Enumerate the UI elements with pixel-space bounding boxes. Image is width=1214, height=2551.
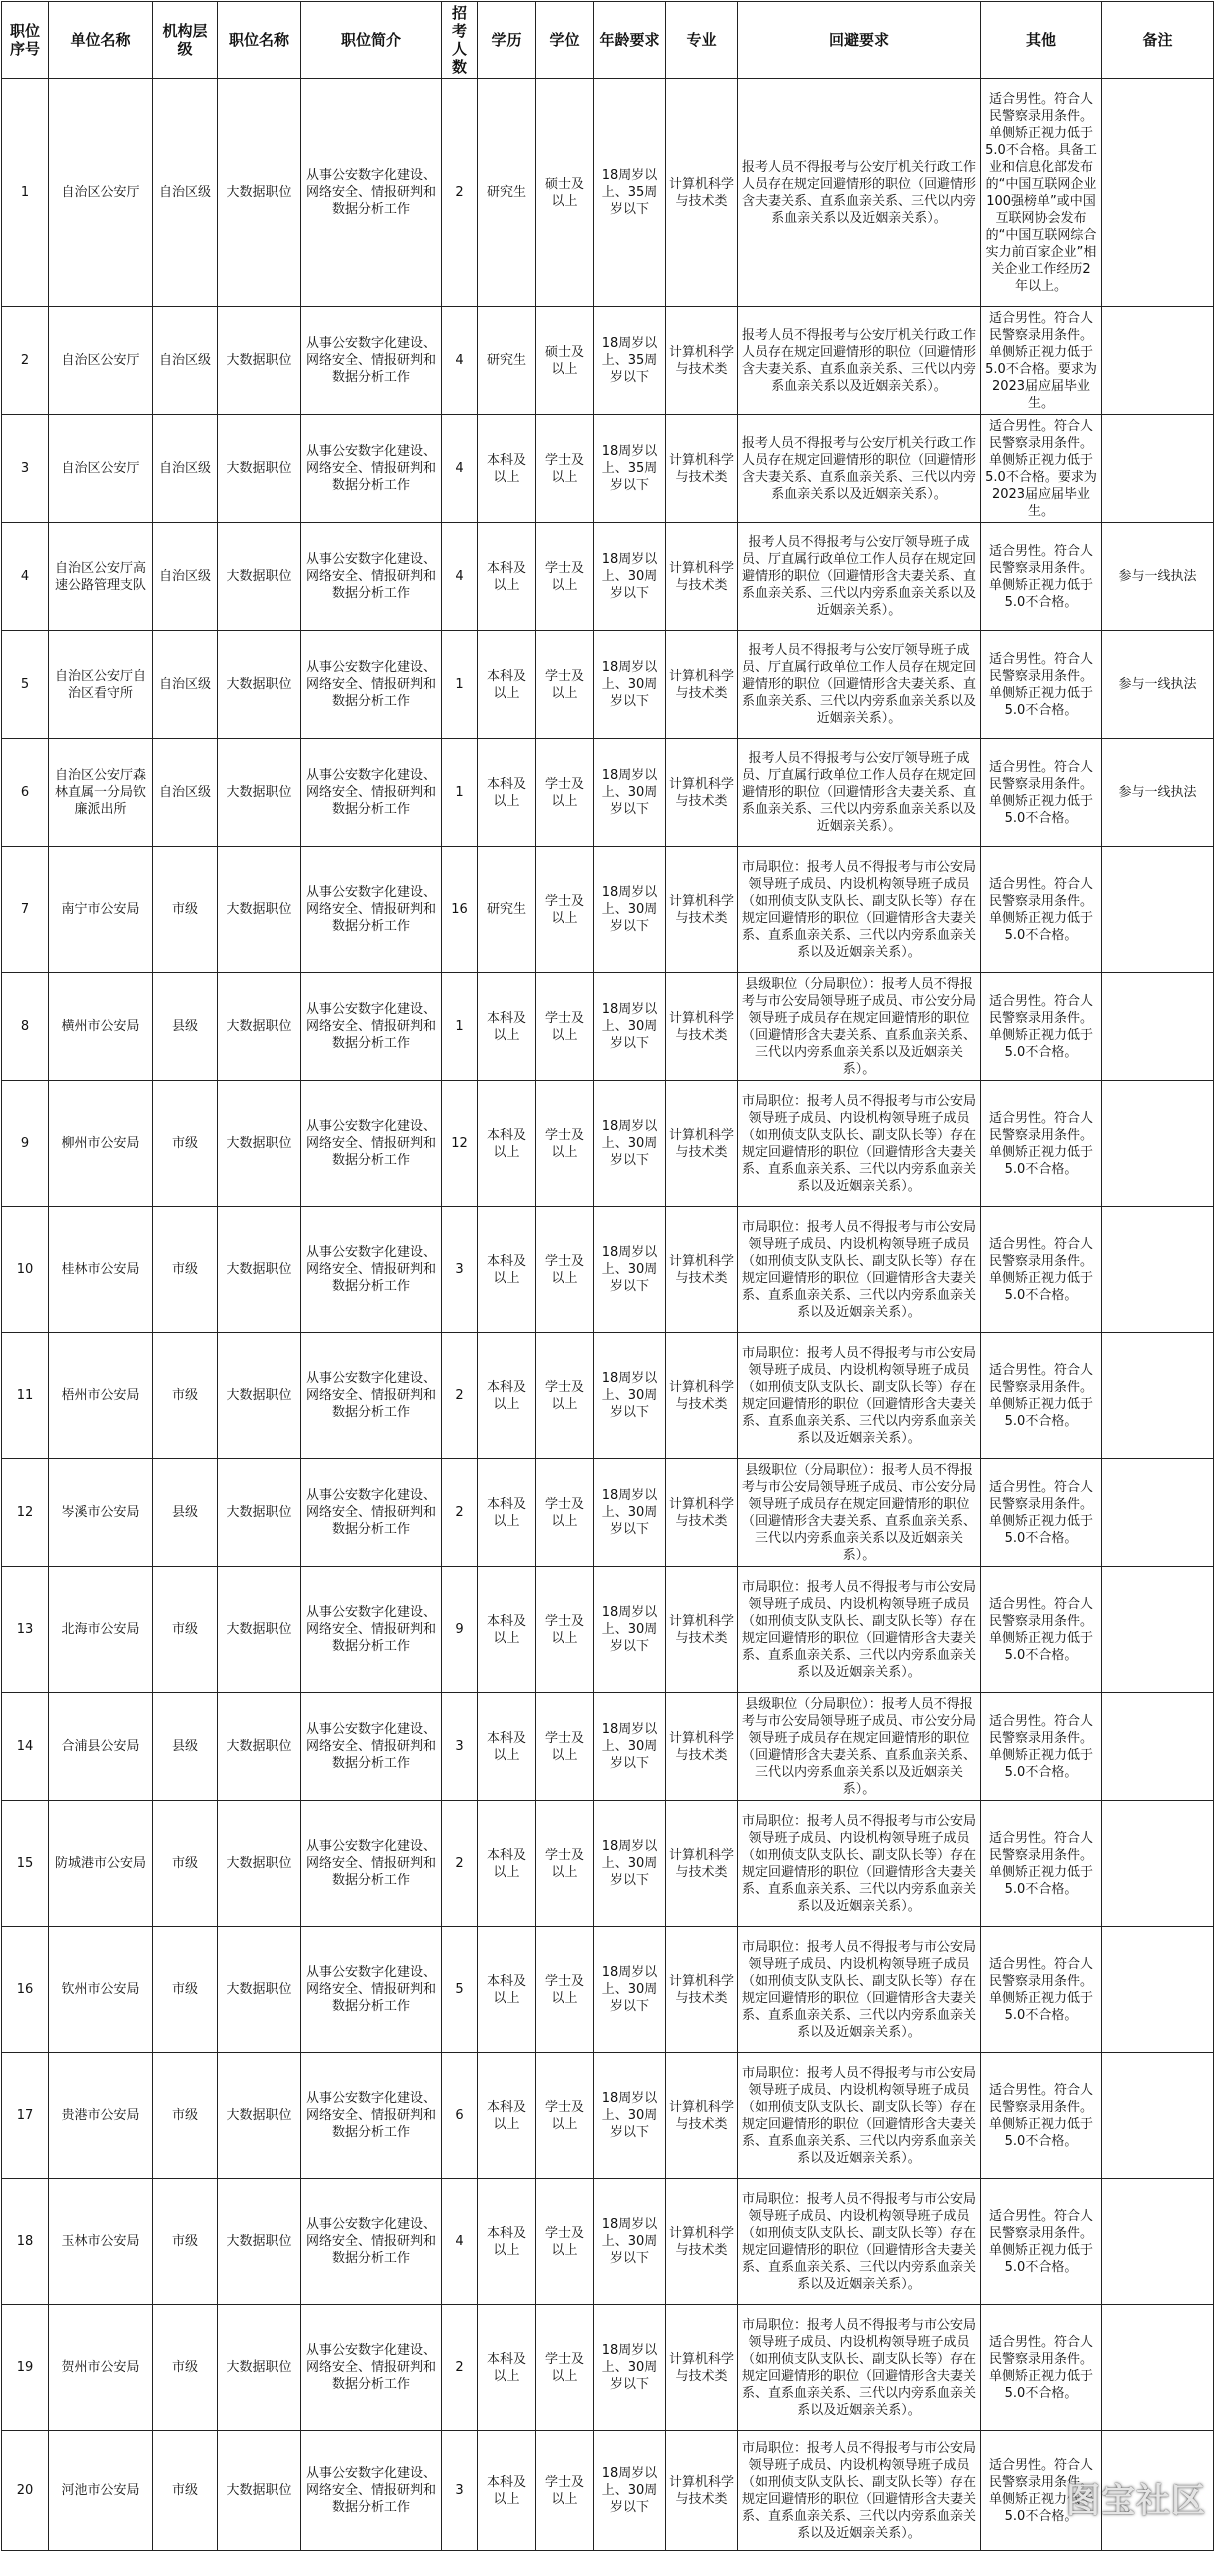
cell-other: 适合男性。符合人民警察录用条件。单侧矫正视力低于5.0不合格。要求为2023届应届毕业生。 bbox=[981, 415, 1102, 523]
watermark-logo: 图宝社区 bbox=[1066, 2481, 1206, 2521]
cell-intro: 从事公安数字化建设、网络安全、情报研判和数据分析工作 bbox=[301, 523, 442, 631]
cell-avoidance: 市局职位：报考人员不得报考与市公安局领导班子成员、内设机构领导班子成员（如刑侦支队支队长、副支队长等）存在规定回避情形的职位（回避情形含夫妻关系、直系血亲关系、三代以内旁系血亲关系以及近姻亲关系）。 bbox=[738, 1207, 981, 1333]
cell-intro: 从事公安数字化建设、网络安全、情报研判和数据分析工作 bbox=[301, 2305, 442, 2431]
cell-avoidance: 报考人员不得报考与公安厅领导班子成员、厅直属行政单位工作人员存在规定回避情形的职位（回避情形含夫妻关系、直系血亲关系、三代以内旁系血亲关系以及近姻亲关系）。 bbox=[738, 739, 981, 847]
cell-count: 5 bbox=[442, 1927, 478, 2053]
cell-education: 本科及以上 bbox=[478, 1927, 536, 2053]
cell-degree: 学士及以上 bbox=[536, 415, 594, 523]
cell-age: 18周岁以上、30周岁以下 bbox=[594, 739, 666, 847]
header-cell: 职位序号 bbox=[2, 2, 49, 79]
cell-other: 适合男性。符合人民警察录用条件。单侧矫正视力低于5.0不合格。 bbox=[981, 1693, 1102, 1801]
cell-age: 18周岁以上、30周岁以下 bbox=[594, 1801, 666, 1927]
cell-count: 3 bbox=[442, 2431, 478, 2551]
cell-age: 18周岁以上、30周岁以下 bbox=[594, 2305, 666, 2431]
cell-no: 17 bbox=[2, 2053, 49, 2179]
table-row bbox=[2, 1207, 1214, 1333]
cell-unit: 钦州市公安局 bbox=[49, 1927, 153, 2053]
table-row bbox=[2, 2053, 1214, 2179]
cell-level: 自治区级 bbox=[153, 631, 218, 739]
cell-avoidance: 报考人员不得报考与公安厅领导班子成员、厅直属行政单位工作人员存在规定回避情形的职位（回避情形含夫妻关系、直系血亲关系、三代以内旁系血亲关系以及近姻亲关系）。 bbox=[738, 631, 981, 739]
cell-intro: 从事公安数字化建设、网络安全、情报研判和数据分析工作 bbox=[301, 1333, 442, 1459]
cell-position: 大数据职位 bbox=[218, 1927, 301, 2053]
cell-no: 19 bbox=[2, 2305, 49, 2431]
cell-level: 市级 bbox=[153, 1927, 218, 2053]
cell-remark bbox=[1102, 2179, 1214, 2305]
cell-count: 2 bbox=[442, 2305, 478, 2431]
cell-avoidance: 报考人员不得报考与公安厅机关行政工作人员存在规定回避情形的职位（回避情形含夫妻关系、直系血亲关系、三代以内旁系血亲关系以及近姻亲关系）。 bbox=[738, 307, 981, 415]
cell-count: 6 bbox=[442, 2053, 478, 2179]
header-cell: 职位简介 bbox=[301, 2, 442, 79]
table-body bbox=[2, 79, 1214, 2551]
cell-avoidance: 市局职位：报考人员不得报考与市公安局领导班子成员、内设机构领导班子成员（如刑侦支队支队长、副支队长等）存在规定回避情形的职位（回避情形含夫妻关系、直系血亲关系、三代以内旁系血亲关系以及近姻亲关系）。 bbox=[738, 1801, 981, 1927]
cell-level: 市级 bbox=[153, 1081, 218, 1207]
cell-unit: 玉林市公安局 bbox=[49, 2179, 153, 2305]
cell-intro: 从事公安数字化建设、网络安全、情报研判和数据分析工作 bbox=[301, 2179, 442, 2305]
cell-count: 2 bbox=[442, 1801, 478, 1927]
table-row bbox=[2, 523, 1214, 631]
table-row bbox=[2, 79, 1214, 307]
cell-position: 大数据职位 bbox=[218, 523, 301, 631]
cell-no: 16 bbox=[2, 1927, 49, 2053]
cell-no: 8 bbox=[2, 973, 49, 1081]
cell-remark bbox=[1102, 1081, 1214, 1207]
cell-remark bbox=[1102, 1459, 1214, 1567]
cell-degree: 学士及以上 bbox=[536, 1693, 594, 1801]
cell-count: 2 bbox=[442, 1459, 478, 1567]
cell-unit: 自治区公安厅 bbox=[49, 415, 153, 523]
cell-age: 18周岁以上、35周岁以下 bbox=[594, 79, 666, 307]
cell-degree: 学士及以上 bbox=[536, 523, 594, 631]
cell-intro: 从事公安数字化建设、网络安全、情报研判和数据分析工作 bbox=[301, 2431, 442, 2551]
table-row bbox=[2, 307, 1214, 415]
cell-remark bbox=[1102, 1693, 1214, 1801]
cell-age: 18周岁以上、30周岁以下 bbox=[594, 2179, 666, 2305]
cell-age: 18周岁以上、30周岁以下 bbox=[594, 1459, 666, 1567]
cell-no: 6 bbox=[2, 739, 49, 847]
cell-level: 市级 bbox=[153, 2305, 218, 2431]
table-row bbox=[2, 2431, 1214, 2551]
cell-remark bbox=[1102, 1801, 1214, 1927]
cell-avoidance: 市局职位：报考人员不得报考与市公安局领导班子成员、内设机构领导班子成员（如刑侦支队支队长、副支队长等）存在规定回避情形的职位（回避情形含夫妻关系、直系血亲关系、三代以内旁系血亲关系以及近姻亲关系）。 bbox=[738, 1567, 981, 1693]
cell-level: 县级 bbox=[153, 1693, 218, 1801]
cell-other: 适合男性。符合人民警察录用条件。单侧矫正视力低于5.0不合格。 bbox=[981, 2053, 1102, 2179]
cell-avoidance: 县级职位（分局职位）：报考人员不得报考与市公安局领导班子成员、市公安分局领导班子成员存在规定回避情形的职位（回避情形含夫妻关系、直系血亲关系、三代以内旁系血亲关系以及近姻亲关系）。 bbox=[738, 973, 981, 1081]
cell-unit: 自治区公安厅自治区看守所 bbox=[49, 631, 153, 739]
cell-education: 本科及以上 bbox=[478, 2179, 536, 2305]
cell-unit: 自治区公安厅高速公路管理支队 bbox=[49, 523, 153, 631]
cell-degree: 学士及以上 bbox=[536, 847, 594, 973]
cell-avoidance: 市局职位：报考人员不得报考与市公安局领导班子成员、内设机构领导班子成员（如刑侦支队支队长、副支队长等）存在规定回避情形的职位（回避情形含夫妻关系、直系血亲关系、三代以内旁系血亲关系以及近姻亲关系）。 bbox=[738, 1333, 981, 1459]
cell-education: 本科及以上 bbox=[478, 973, 536, 1081]
cell-position: 大数据职位 bbox=[218, 1567, 301, 1693]
cell-avoidance: 市局职位：报考人员不得报考与市公安局领导班子成员、内设机构领导班子成员（如刑侦支队支队长、副支队长等）存在规定回避情形的职位（回避情形含夫妻关系、直系血亲关系、三代以内旁系血亲关系以及近姻亲关系）。 bbox=[738, 847, 981, 973]
cell-other: 适合男性。符合人民警察录用条件。单侧矫正视力低于5.0不合格。 bbox=[981, 523, 1102, 631]
table-row bbox=[2, 973, 1214, 1081]
cell-other: 适合男性。符合人民警察录用条件。单侧矫正视力低于5.0不合格。具备工业和信息化部发布的“中国互联网企业100强榜单”或中国互联网协会发布的“中国互联网综合实力前百家企业”相关企业工作经历2年以上。 bbox=[981, 79, 1102, 307]
cell-age: 18周岁以上、30周岁以下 bbox=[594, 1333, 666, 1459]
cell-avoidance: 市局职位：报考人员不得报考与市公安局领导班子成员、内设机构领导班子成员（如刑侦支队支队长、副支队长等）存在规定回避情形的职位（回避情形含夫妻关系、直系血亲关系、三代以内旁系血亲关系以及近姻亲关系）。 bbox=[738, 2431, 981, 2551]
cell-avoidance: 县级职位（分局职位）：报考人员不得报考与市公安局领导班子成员、市公安分局领导班子成员存在规定回避情形的职位（回避情形含夫妻关系、直系血亲关系、三代以内旁系血亲关系以及近姻亲关系）。 bbox=[738, 1459, 981, 1567]
cell-education: 研究生 bbox=[478, 847, 536, 973]
cell-age: 18周岁以上、30周岁以下 bbox=[594, 2053, 666, 2179]
cell-intro: 从事公安数字化建设、网络安全、情报研判和数据分析工作 bbox=[301, 1207, 442, 1333]
cell-count: 2 bbox=[442, 79, 478, 307]
cell-age: 18周岁以上、30周岁以下 bbox=[594, 1081, 666, 1207]
cell-education: 研究生 bbox=[478, 79, 536, 307]
cell-unit: 北海市公安局 bbox=[49, 1567, 153, 1693]
cell-remark bbox=[1102, 847, 1214, 973]
cell-major: 计算机科学与技术类 bbox=[666, 415, 738, 523]
cell-degree: 学士及以上 bbox=[536, 631, 594, 739]
cell-no: 15 bbox=[2, 1801, 49, 1927]
cell-level: 自治区级 bbox=[153, 739, 218, 847]
cell-avoidance: 县级职位（分局职位）：报考人员不得报考与市公安局领导班子成员、市公安分局领导班子成员存在规定回避情形的职位（回避情形含夫妻关系、直系血亲关系、三代以内旁系血亲关系以及近姻亲关系）。 bbox=[738, 1693, 981, 1801]
cell-intro: 从事公安数字化建设、网络安全、情报研判和数据分析工作 bbox=[301, 307, 442, 415]
cell-no: 7 bbox=[2, 847, 49, 973]
cell-no: 14 bbox=[2, 1693, 49, 1801]
cell-age: 18周岁以上、30周岁以下 bbox=[594, 973, 666, 1081]
cell-major: 计算机科学与技术类 bbox=[666, 1801, 738, 1927]
cell-major: 计算机科学与技术类 bbox=[666, 2305, 738, 2431]
cell-age: 18周岁以上、30周岁以下 bbox=[594, 1567, 666, 1693]
cell-unit: 河池市公安局 bbox=[49, 2431, 153, 2551]
cell-position: 大数据职位 bbox=[218, 1459, 301, 1567]
cell-other: 适合男性。符合人民警察录用条件。单侧矫正视力低于5.0不合格。 bbox=[981, 2179, 1102, 2305]
cell-unit: 自治区公安厅森林直属一分局钦廉派出所 bbox=[49, 739, 153, 847]
cell-remark: 参与一线执法 bbox=[1102, 739, 1214, 847]
cell-other: 适合男性。符合人民警察录用条件。单侧矫正视力低于5.0不合格。 bbox=[981, 631, 1102, 739]
cell-position: 大数据职位 bbox=[218, 79, 301, 307]
cell-unit: 柳州市公安局 bbox=[49, 1081, 153, 1207]
table-row bbox=[2, 1801, 1214, 1927]
cell-major: 计算机科学与技术类 bbox=[666, 523, 738, 631]
table-row bbox=[2, 415, 1214, 523]
cell-level: 县级 bbox=[153, 1459, 218, 1567]
header-cell: 职位名称 bbox=[218, 2, 301, 79]
cell-count: 16 bbox=[442, 847, 478, 973]
cell-avoidance: 市局职位：报考人员不得报考与市公安局领导班子成员、内设机构领导班子成员（如刑侦支队支队长、副支队长等）存在规定回避情形的职位（回避情形含夫妻关系、直系血亲关系、三代以内旁系血亲关系以及近姻亲关系）。 bbox=[738, 2305, 981, 2431]
cell-count: 1 bbox=[442, 973, 478, 1081]
cell-education: 本科及以上 bbox=[478, 1693, 536, 1801]
cell-avoidance: 市局职位：报考人员不得报考与市公安局领导班子成员、内设机构领导班子成员（如刑侦支队支队长、副支队长等）存在规定回避情形的职位（回避情形含夫妻关系、直系血亲关系、三代以内旁系血亲关系以及近姻亲关系）。 bbox=[738, 2053, 981, 2179]
cell-position: 大数据职位 bbox=[218, 2431, 301, 2551]
cell-intro: 从事公安数字化建设、网络安全、情报研判和数据分析工作 bbox=[301, 1927, 442, 2053]
cell-unit: 自治区公安厅 bbox=[49, 79, 153, 307]
cell-position: 大数据职位 bbox=[218, 1693, 301, 1801]
cell-other: 适合男性。符合人民警察录用条件。单侧矫正视力低于5.0不合格。 bbox=[981, 1801, 1102, 1927]
cell-no: 11 bbox=[2, 1333, 49, 1459]
cell-major: 计算机科学与技术类 bbox=[666, 2053, 738, 2179]
cell-no: 5 bbox=[2, 631, 49, 739]
table-row bbox=[2, 1081, 1214, 1207]
cell-level: 市级 bbox=[153, 2053, 218, 2179]
cell-major: 计算机科学与技术类 bbox=[666, 1927, 738, 2053]
table-row bbox=[2, 1459, 1214, 1567]
header-cell: 备注 bbox=[1102, 2, 1214, 79]
cell-education: 本科及以上 bbox=[478, 2431, 536, 2551]
cell-no: 12 bbox=[2, 1459, 49, 1567]
cell-education: 本科及以上 bbox=[478, 1081, 536, 1207]
table-row bbox=[2, 2179, 1214, 2305]
cell-degree: 学士及以上 bbox=[536, 739, 594, 847]
cell-no: 1 bbox=[2, 79, 49, 307]
table-row bbox=[2, 1333, 1214, 1459]
header-cell: 机构层级 bbox=[153, 2, 218, 79]
cell-intro: 从事公安数字化建设、网络安全、情报研判和数据分析工作 bbox=[301, 2053, 442, 2179]
cell-position: 大数据职位 bbox=[218, 847, 301, 973]
cell-degree: 学士及以上 bbox=[536, 1927, 594, 2053]
header-row bbox=[2, 2, 1214, 79]
cell-education: 本科及以上 bbox=[478, 1207, 536, 1333]
header-cell: 其他 bbox=[981, 2, 1102, 79]
cell-other: 适合男性。符合人民警察录用条件。单侧矫正视力低于5.0不合格。 bbox=[981, 1459, 1102, 1567]
header-cell: 学位 bbox=[536, 2, 594, 79]
cell-age: 18周岁以上、35周岁以下 bbox=[594, 415, 666, 523]
cell-other: 适合男性。符合人民警察录用条件。单侧矫正视力低于5.0不合格。 bbox=[981, 847, 1102, 973]
cell-intro: 从事公安数字化建设、网络安全、情报研判和数据分析工作 bbox=[301, 1801, 442, 1927]
cell-level: 市级 bbox=[153, 1333, 218, 1459]
cell-remark bbox=[1102, 2053, 1214, 2179]
cell-no: 3 bbox=[2, 415, 49, 523]
cell-no: 20 bbox=[2, 2431, 49, 2551]
cell-no: 10 bbox=[2, 1207, 49, 1333]
cell-unit: 梧州市公安局 bbox=[49, 1333, 153, 1459]
cell-major: 计算机科学与技术类 bbox=[666, 79, 738, 307]
cell-degree: 硕士及以上 bbox=[536, 79, 594, 307]
cell-degree: 学士及以上 bbox=[536, 1333, 594, 1459]
header-cell: 年龄要求 bbox=[594, 2, 666, 79]
cell-position: 大数据职位 bbox=[218, 415, 301, 523]
cell-no: 13 bbox=[2, 1567, 49, 1693]
cell-unit: 贺州市公安局 bbox=[49, 2305, 153, 2431]
cell-unit: 桂林市公安局 bbox=[49, 1207, 153, 1333]
cell-age: 18周岁以上、30周岁以下 bbox=[594, 523, 666, 631]
cell-major: 计算机科学与技术类 bbox=[666, 1693, 738, 1801]
cell-level: 自治区级 bbox=[153, 307, 218, 415]
cell-avoidance: 报考人员不得报考与公安厅领导班子成员、厅直属行政单位工作人员存在规定回避情形的职位（回避情形含夫妻关系、直系血亲关系、三代以内旁系血亲关系以及近姻亲关系）。 bbox=[738, 523, 981, 631]
cell-degree: 硕士及以上 bbox=[536, 307, 594, 415]
cell-education: 本科及以上 bbox=[478, 1333, 536, 1459]
cell-education: 本科及以上 bbox=[478, 523, 536, 631]
cell-count: 4 bbox=[442, 2179, 478, 2305]
cell-other: 适合男性。符合人民警察录用条件。单侧矫正视力低于5.0不合格。 bbox=[981, 2431, 1102, 2551]
cell-unit: 合浦县公安局 bbox=[49, 1693, 153, 1801]
cell-degree: 学士及以上 bbox=[536, 1459, 594, 1567]
cell-remark bbox=[1102, 1567, 1214, 1693]
cell-education: 本科及以上 bbox=[478, 1801, 536, 1927]
cell-other: 适合男性。符合人民警察录用条件。单侧矫正视力低于5.0不合格。 bbox=[981, 1927, 1102, 2053]
cell-unit: 自治区公安厅 bbox=[49, 307, 153, 415]
cell-count: 4 bbox=[442, 307, 478, 415]
cell-level: 市级 bbox=[153, 2431, 218, 2551]
cell-position: 大数据职位 bbox=[218, 1801, 301, 1927]
cell-intro: 从事公安数字化建设、网络安全、情报研判和数据分析工作 bbox=[301, 973, 442, 1081]
cell-unit: 贵港市公安局 bbox=[49, 2053, 153, 2179]
cell-position: 大数据职位 bbox=[218, 307, 301, 415]
cell-level: 县级 bbox=[153, 973, 218, 1081]
cell-count: 4 bbox=[442, 523, 478, 631]
cell-avoidance: 市局职位：报考人员不得报考与市公安局领导班子成员、内设机构领导班子成员（如刑侦支队支队长、副支队长等）存在规定回避情形的职位（回避情形含夫妻关系、直系血亲关系、三代以内旁系血亲关系以及近姻亲关系）。 bbox=[738, 2179, 981, 2305]
cell-intro: 从事公安数字化建设、网络安全、情报研判和数据分析工作 bbox=[301, 79, 442, 307]
cell-age: 18周岁以上、30周岁以下 bbox=[594, 1207, 666, 1333]
cell-avoidance: 报考人员不得报考与公安厅机关行政工作人员存在规定回避情形的职位（回避情形含夫妻关系、直系血亲关系、三代以内旁系血亲关系以及近姻亲关系）。 bbox=[738, 79, 981, 307]
cell-no: 18 bbox=[2, 2179, 49, 2305]
table-row bbox=[2, 631, 1214, 739]
table-row bbox=[2, 1927, 1214, 2053]
cell-unit: 南宁市公安局 bbox=[49, 847, 153, 973]
cell-major: 计算机科学与技术类 bbox=[666, 2179, 738, 2305]
cell-remark bbox=[1102, 1333, 1214, 1459]
positions-table bbox=[1, 1, 1214, 2551]
cell-major: 计算机科学与技术类 bbox=[666, 739, 738, 847]
cell-degree: 学士及以上 bbox=[536, 1081, 594, 1207]
cell-major: 计算机科学与技术类 bbox=[666, 2431, 738, 2551]
cell-remark bbox=[1102, 973, 1214, 1081]
cell-degree: 学士及以上 bbox=[536, 973, 594, 1081]
cell-remark: 参与一线执法 bbox=[1102, 523, 1214, 631]
cell-count: 1 bbox=[442, 739, 478, 847]
cell-avoidance: 市局职位：报考人员不得报考与市公安局领导班子成员、内设机构领导班子成员（如刑侦支队支队长、副支队长等）存在规定回避情形的职位（回避情形含夫妻关系、直系血亲关系、三代以内旁系血亲关系以及近姻亲关系）。 bbox=[738, 1081, 981, 1207]
cell-major: 计算机科学与技术类 bbox=[666, 1333, 738, 1459]
cell-age: 18周岁以上、35周岁以下 bbox=[594, 307, 666, 415]
header-cell: 单位名称 bbox=[49, 2, 153, 79]
cell-degree: 学士及以上 bbox=[536, 1801, 594, 1927]
cell-age: 18周岁以上、30周岁以下 bbox=[594, 1693, 666, 1801]
cell-remark bbox=[1102, 307, 1214, 415]
cell-education: 本科及以上 bbox=[478, 1459, 536, 1567]
cell-major: 计算机科学与技术类 bbox=[666, 847, 738, 973]
cell-major: 计算机科学与技术类 bbox=[666, 1207, 738, 1333]
cell-other: 适合男性。符合人民警察录用条件。单侧矫正视力低于5.0不合格。 bbox=[981, 1333, 1102, 1459]
cell-unit: 防城港市公安局 bbox=[49, 1801, 153, 1927]
cell-age: 18周岁以上、30周岁以下 bbox=[594, 631, 666, 739]
cell-remark bbox=[1102, 1927, 1214, 2053]
cell-other: 适合男性。符合人民警察录用条件。单侧矫正视力低于5.0不合格。 bbox=[981, 1207, 1102, 1333]
cell-count: 9 bbox=[442, 1567, 478, 1693]
cell-major: 计算机科学与技术类 bbox=[666, 307, 738, 415]
cell-remark bbox=[1102, 1207, 1214, 1333]
cell-position: 大数据职位 bbox=[218, 1207, 301, 1333]
cell-count: 3 bbox=[442, 1693, 478, 1801]
cell-intro: 从事公安数字化建设、网络安全、情报研判和数据分析工作 bbox=[301, 415, 442, 523]
cell-education: 本科及以上 bbox=[478, 415, 536, 523]
cell-position: 大数据职位 bbox=[218, 2179, 301, 2305]
cell-no: 4 bbox=[2, 523, 49, 631]
cell-no: 2 bbox=[2, 307, 49, 415]
cell-position: 大数据职位 bbox=[218, 2053, 301, 2179]
cell-major: 计算机科学与技术类 bbox=[666, 1567, 738, 1693]
cell-degree: 学士及以上 bbox=[536, 1567, 594, 1693]
cell-age: 18周岁以上、30周岁以下 bbox=[594, 2431, 666, 2551]
cell-education: 本科及以上 bbox=[478, 631, 536, 739]
table-row bbox=[2, 739, 1214, 847]
table-row bbox=[2, 1567, 1214, 1693]
cell-no: 9 bbox=[2, 1081, 49, 1207]
cell-other: 适合男性。符合人民警察录用条件。单侧矫正视力低于5.0不合格。 bbox=[981, 1081, 1102, 1207]
cell-education: 本科及以上 bbox=[478, 739, 536, 847]
cell-remark bbox=[1102, 79, 1214, 307]
cell-intro: 从事公安数字化建设、网络安全、情报研判和数据分析工作 bbox=[301, 847, 442, 973]
cell-major: 计算机科学与技术类 bbox=[666, 1081, 738, 1207]
cell-degree: 学士及以上 bbox=[536, 2305, 594, 2431]
cell-count: 1 bbox=[442, 631, 478, 739]
cell-education: 本科及以上 bbox=[478, 1567, 536, 1693]
cell-remark bbox=[1102, 415, 1214, 523]
cell-count: 4 bbox=[442, 415, 478, 523]
cell-position: 大数据职位 bbox=[218, 1333, 301, 1459]
cell-level: 自治区级 bbox=[153, 523, 218, 631]
cell-level: 市级 bbox=[153, 1801, 218, 1927]
cell-count: 2 bbox=[442, 1333, 478, 1459]
cell-education: 研究生 bbox=[478, 307, 536, 415]
cell-degree: 学士及以上 bbox=[536, 1207, 594, 1333]
cell-intro: 从事公安数字化建设、网络安全、情报研判和数据分析工作 bbox=[301, 1567, 442, 1693]
cell-level: 市级 bbox=[153, 2179, 218, 2305]
cell-other: 适合男性。符合人民警察录用条件。单侧矫正视力低于5.0不合格。 bbox=[981, 2305, 1102, 2431]
cell-unit: 横州市公安局 bbox=[49, 973, 153, 1081]
header-cell: 回避要求 bbox=[738, 2, 981, 79]
cell-position: 大数据职位 bbox=[218, 973, 301, 1081]
cell-intro: 从事公安数字化建设、网络安全、情报研判和数据分析工作 bbox=[301, 631, 442, 739]
cell-level: 自治区级 bbox=[153, 79, 218, 307]
cell-level: 市级 bbox=[153, 1207, 218, 1333]
cell-intro: 从事公安数字化建设、网络安全、情报研判和数据分析工作 bbox=[301, 739, 442, 847]
cell-remark: 参与一线执法 bbox=[1102, 631, 1214, 739]
cell-avoidance: 报考人员不得报考与公安厅机关行政工作人员存在规定回避情形的职位（回避情形含夫妻关系、直系血亲关系、三代以内旁系血亲关系以及近姻亲关系）。 bbox=[738, 415, 981, 523]
cell-major: 计算机科学与技术类 bbox=[666, 973, 738, 1081]
cell-age: 18周岁以上、30周岁以下 bbox=[594, 847, 666, 973]
cell-unit: 岑溪市公安局 bbox=[49, 1459, 153, 1567]
cell-position: 大数据职位 bbox=[218, 2305, 301, 2431]
cell-intro: 从事公安数字化建设、网络安全、情报研判和数据分析工作 bbox=[301, 1693, 442, 1801]
cell-intro: 从事公安数字化建设、网络安全、情报研判和数据分析工作 bbox=[301, 1081, 442, 1207]
cell-level: 市级 bbox=[153, 847, 218, 973]
cell-major: 计算机科学与技术类 bbox=[666, 1459, 738, 1567]
cell-degree: 学士及以上 bbox=[536, 2431, 594, 2551]
cell-degree: 学士及以上 bbox=[536, 2053, 594, 2179]
cell-other: 适合男性。符合人民警察录用条件。单侧矫正视力低于5.0不合格。要求为2023届应届毕业生。 bbox=[981, 307, 1102, 415]
cell-other: 适合男性。符合人民警察录用条件。单侧矫正视力低于5.0不合格。 bbox=[981, 1567, 1102, 1693]
header-cell: 招考人数 bbox=[442, 2, 478, 79]
cell-position: 大数据职位 bbox=[218, 1081, 301, 1207]
cell-count: 12 bbox=[442, 1081, 478, 1207]
cell-age: 18周岁以上、30周岁以下 bbox=[594, 1927, 666, 2053]
cell-avoidance: 市局职位：报考人员不得报考与市公安局领导班子成员、内设机构领导班子成员（如刑侦支队支队长、副支队长等）存在规定回避情形的职位（回避情形含夫妻关系、直系血亲关系、三代以内旁系血亲关系以及近姻亲关系）。 bbox=[738, 1927, 981, 2053]
header-cell: 学历 bbox=[478, 2, 536, 79]
table-row bbox=[2, 1693, 1214, 1801]
table-row bbox=[2, 847, 1214, 973]
cell-position: 大数据职位 bbox=[218, 631, 301, 739]
cell-education: 本科及以上 bbox=[478, 2053, 536, 2179]
cell-education: 本科及以上 bbox=[478, 2305, 536, 2431]
cell-major: 计算机科学与技术类 bbox=[666, 631, 738, 739]
cell-degree: 学士及以上 bbox=[536, 2179, 594, 2305]
cell-count: 3 bbox=[442, 1207, 478, 1333]
cell-intro: 从事公安数字化建设、网络安全、情报研判和数据分析工作 bbox=[301, 1459, 442, 1567]
cell-other: 适合男性。符合人民警察录用条件。单侧矫正视力低于5.0不合格。 bbox=[981, 739, 1102, 847]
cell-other: 适合男性。符合人民警察录用条件。单侧矫正视力低于5.0不合格。 bbox=[981, 973, 1102, 1081]
cell-remark bbox=[1102, 2305, 1214, 2431]
table-row bbox=[2, 2305, 1214, 2431]
header-cell: 专业 bbox=[666, 2, 738, 79]
cell-level: 市级 bbox=[153, 1567, 218, 1693]
cell-level: 自治区级 bbox=[153, 415, 218, 523]
cell-position: 大数据职位 bbox=[218, 739, 301, 847]
